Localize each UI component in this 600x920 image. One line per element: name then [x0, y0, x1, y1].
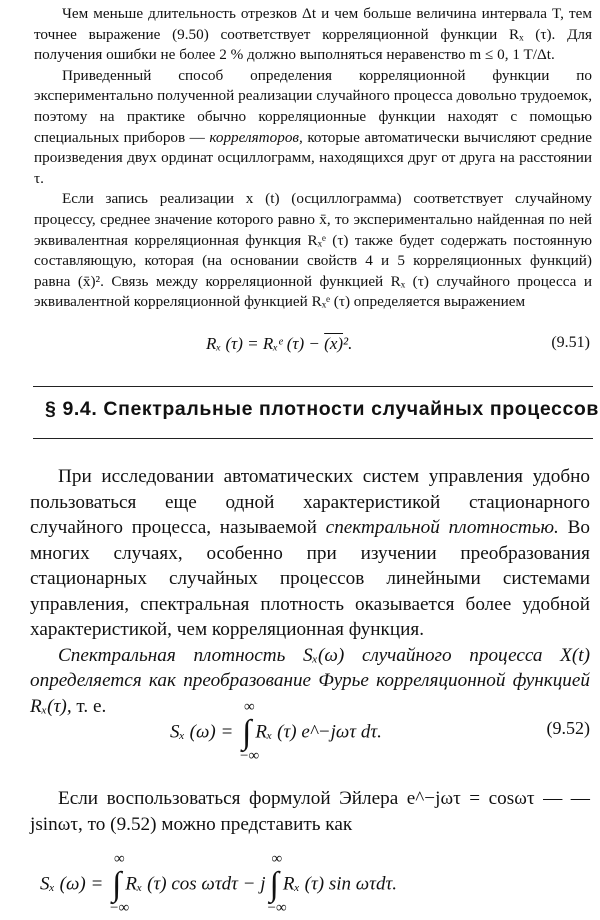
equation-number: (9.52) — [546, 718, 590, 738]
equation-lhs: Sₓ (ω) = — [170, 721, 239, 743]
equation-overline-term: (x) — [324, 334, 344, 353]
paragraph — [34, 66, 592, 190]
paragraph: Если запись реализации x (t) (осциллограмма) соответствует случайному процессу, среднее значение которого равно x̄, то экспериментально найденная по ней эквивалентная корреляционная функция Rₓᵉ (τ) также будет содержать постоянную составляющую, которая (на основании свойств 4 и 5 корреляционных функций) равна (x̄)². Связь между корреляционной функцией Rₓ (τ) случайного процесса и эквивалентной корреляционной функцией Rₓᵉ (τ) определяется выражением — [34, 190, 592, 311]
section-rule-top — [33, 386, 593, 387]
integral-lower-limit: −∞ — [267, 900, 287, 916]
integral-sign: ∫ ∞ −∞ — [110, 851, 130, 916]
paragraph — [30, 643, 590, 720]
emphasis: спектральной плотностью. — [325, 517, 559, 538]
integral-sign: ∫ ∞ −∞ — [240, 699, 260, 764]
integral-sign: ∫ ∞ −∞ — [267, 851, 287, 916]
section-heading: § 9.4. Спектральные плотности случайных процессов — [45, 398, 599, 420]
emphasis: корреляторов, — [209, 128, 303, 146]
text-span: Во многих случаях, особенно при изучении преобразования стационарных случайных процессов линейными системами управления, спектральная плотность оказывается более удобной характеристикой, чем корреляционная функция. — [30, 517, 590, 640]
integral-upper-limit: ∞ — [114, 851, 125, 867]
paragraph — [30, 464, 590, 643]
text-span: При исследовании автоматических систем управления удобно пользоваться еще одной характеристикой стационарного случайного процесса, называемой — [30, 466, 590, 538]
equation-euler-form — [0, 851, 600, 916]
bottom-text-block-2 — [30, 786, 590, 837]
equation-lhs: Rₓ (τ) = Rₓᵉ (τ) − — [206, 334, 325, 353]
integral-lower-limit: −∞ — [110, 900, 130, 916]
integral-upper-limit: ∞ — [271, 851, 283, 867]
top-text-block — [34, 4, 592, 313]
text-span: Приведенный способ определения корреляционной функции по экспериментально полученной реализации случайного процесса довольно трудоемок, поэтому на практике обычно корреляционные функции находят с помощью специальных приборов — — [34, 66, 592, 146]
equation-body — [206, 334, 352, 354]
paragraph: Чем меньше длительность отрезков Δt и чем больше величина интервала T, тем точнее выражение (9.50) соответствует корреляционной функции Rₓ (τ). Для получения ошибки не более 2 % должно выполняться неравенство m ≤ 0, 1 T/Δt. — [34, 5, 592, 64]
bottom-text-block — [30, 464, 590, 719]
integral-upper-limit: ∞ — [244, 699, 255, 715]
equation-9-51 — [0, 334, 600, 353]
equation-term-1: Rₓ (τ) cos ωτdτ − j — [125, 873, 266, 895]
integral-lower-limit: −∞ — [240, 748, 260, 764]
paragraph: Если воспользоваться формулой Эйлера e^−jωτ = cosωτ — — jsinωτ, то (9.52) можно представить как — [30, 788, 590, 835]
section-rule-bottom — [33, 438, 593, 439]
equation-body — [170, 699, 382, 764]
equation-tail: ². — [343, 334, 353, 353]
equation-term-2: Rₓ (τ) sin ωτdτ. — [282, 873, 398, 895]
equation-body — [40, 851, 398, 916]
emphasis: Спектральная плотность Sₓ(ω) случайного процесса X(t) определяется как преобразование Фурье корреляционной функцией Rₓ(τ), — [30, 644, 590, 717]
equation-number: (9.51) — [551, 334, 590, 351]
equation-integrand: Rₓ (τ) e^−jωτ dτ. — [255, 721, 382, 743]
text-span: т. е. — [76, 695, 107, 717]
text-span: которые автоматически вычисляют средние произведения двух ординат осциллограмм, находящихся друг от друга на расстоянии τ. — [34, 128, 593, 187]
equation-lhs: Sₓ (ω) = — [40, 873, 109, 895]
